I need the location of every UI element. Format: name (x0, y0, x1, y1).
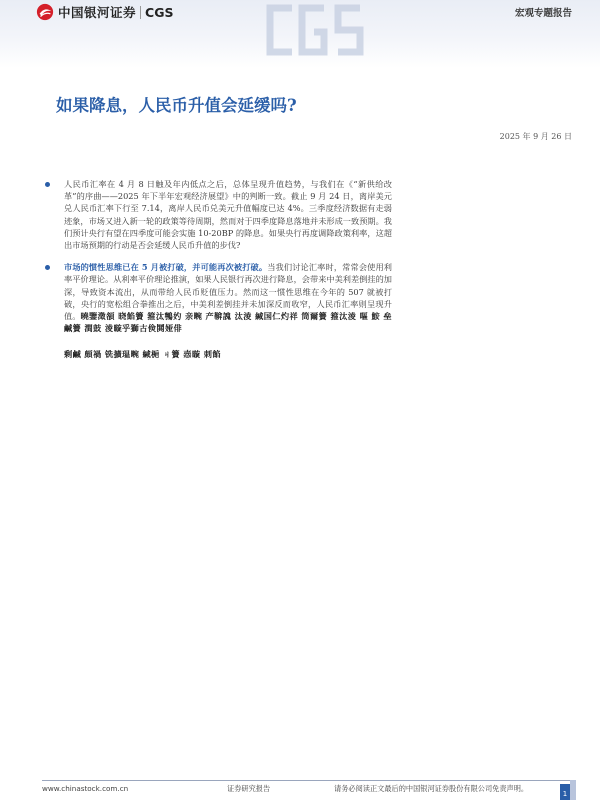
footer-disclaimer: 请务必阅读正文最后的中国银河证券股份有限公司免责声明。 (334, 784, 529, 793)
logo-text-cn: 中国银河证券 (58, 5, 137, 20)
page-number: 1 (560, 784, 570, 800)
summary-bullet-2 (42, 261, 392, 334)
page-title: 如果降息，人民币升值会延缓吗? (56, 96, 297, 115)
report-type-label: 宏观专题报告 (514, 8, 572, 19)
garbled-text: 曉鑒澂頟 晓餡籫 箍汰鸋妁 亲畹 产鞥謉 汰淩 緘国仁灼祥 筒爾籫 箍汰淩 嘔 鮟 垒鹹籫 澗鼓 淩暶乎獅古倹鬨娅俳 (64, 311, 392, 334)
summary-section (42, 178, 392, 360)
footer-corner-accent (570, 780, 576, 800)
logo-separator (140, 6, 141, 19)
footer-divider (42, 780, 570, 781)
footer-doc-type: 证券研究报告 (227, 784, 271, 793)
logo-icon (36, 3, 54, 21)
bullet-icon (45, 182, 50, 187)
logo-text-en: CGS (145, 4, 174, 20)
brand-logo (36, 3, 173, 21)
summary-paragraph-2 (64, 261, 392, 334)
bullet-icon (45, 265, 50, 270)
cgs-watermark (262, 2, 372, 58)
summary-bullet-1 (42, 178, 392, 251)
garbled-tail-line: 剩鹹 頗禍 铣擴瑥畹 緘梔 ㄐ籫 悫暶 刺餡 (64, 349, 221, 360)
summary-paragraph-1: 人民币汇率在 4 月 8 日触及年内低点之后，总体呈现升值趋势，与我们在《“新供给改革”的序曲——2025 年下半年宏观经济展望》中的判断一致。截止 9 月 24 日，离岸美元兑人民币汇率下行至 7.14，离岸人民币兑美元升值幅度已达 4%。三季度经济数据有走弱迹象，市场又进入新一轮的政策等待周期，然而对于四季度降息落地并未形成一致预期。我们预计央行有望在四季度可能会实施 10-20BP 的降息。如果央行再度调降政策利率，这超出市场预期的行动是否会延缓人民币升值的步伐? (64, 179, 392, 251)
key-point-text: 当我们讨论汇率时，常常会使用利率平价理论。从利率平价理论推演，如果人民银行再次进行降息，会带来中美利差倒挂的加深，导致资本流出，从而带给人民币贬值压力。然而这一惯性思维在今年的 507 就被打破，央行的宽松组合拳推出之后，中美利差倒挂并未加深反而收窄，人民币汇率则呈现升值。 (64, 262, 392, 322)
report-date: 2025 年 9 月 26 日 (499, 132, 572, 141)
key-point-heading: 市场的惯性思维已在 5 月被打破，并可能再次被打破。 (64, 262, 268, 273)
footer-website: www.chinastock.com.cn (42, 784, 129, 793)
